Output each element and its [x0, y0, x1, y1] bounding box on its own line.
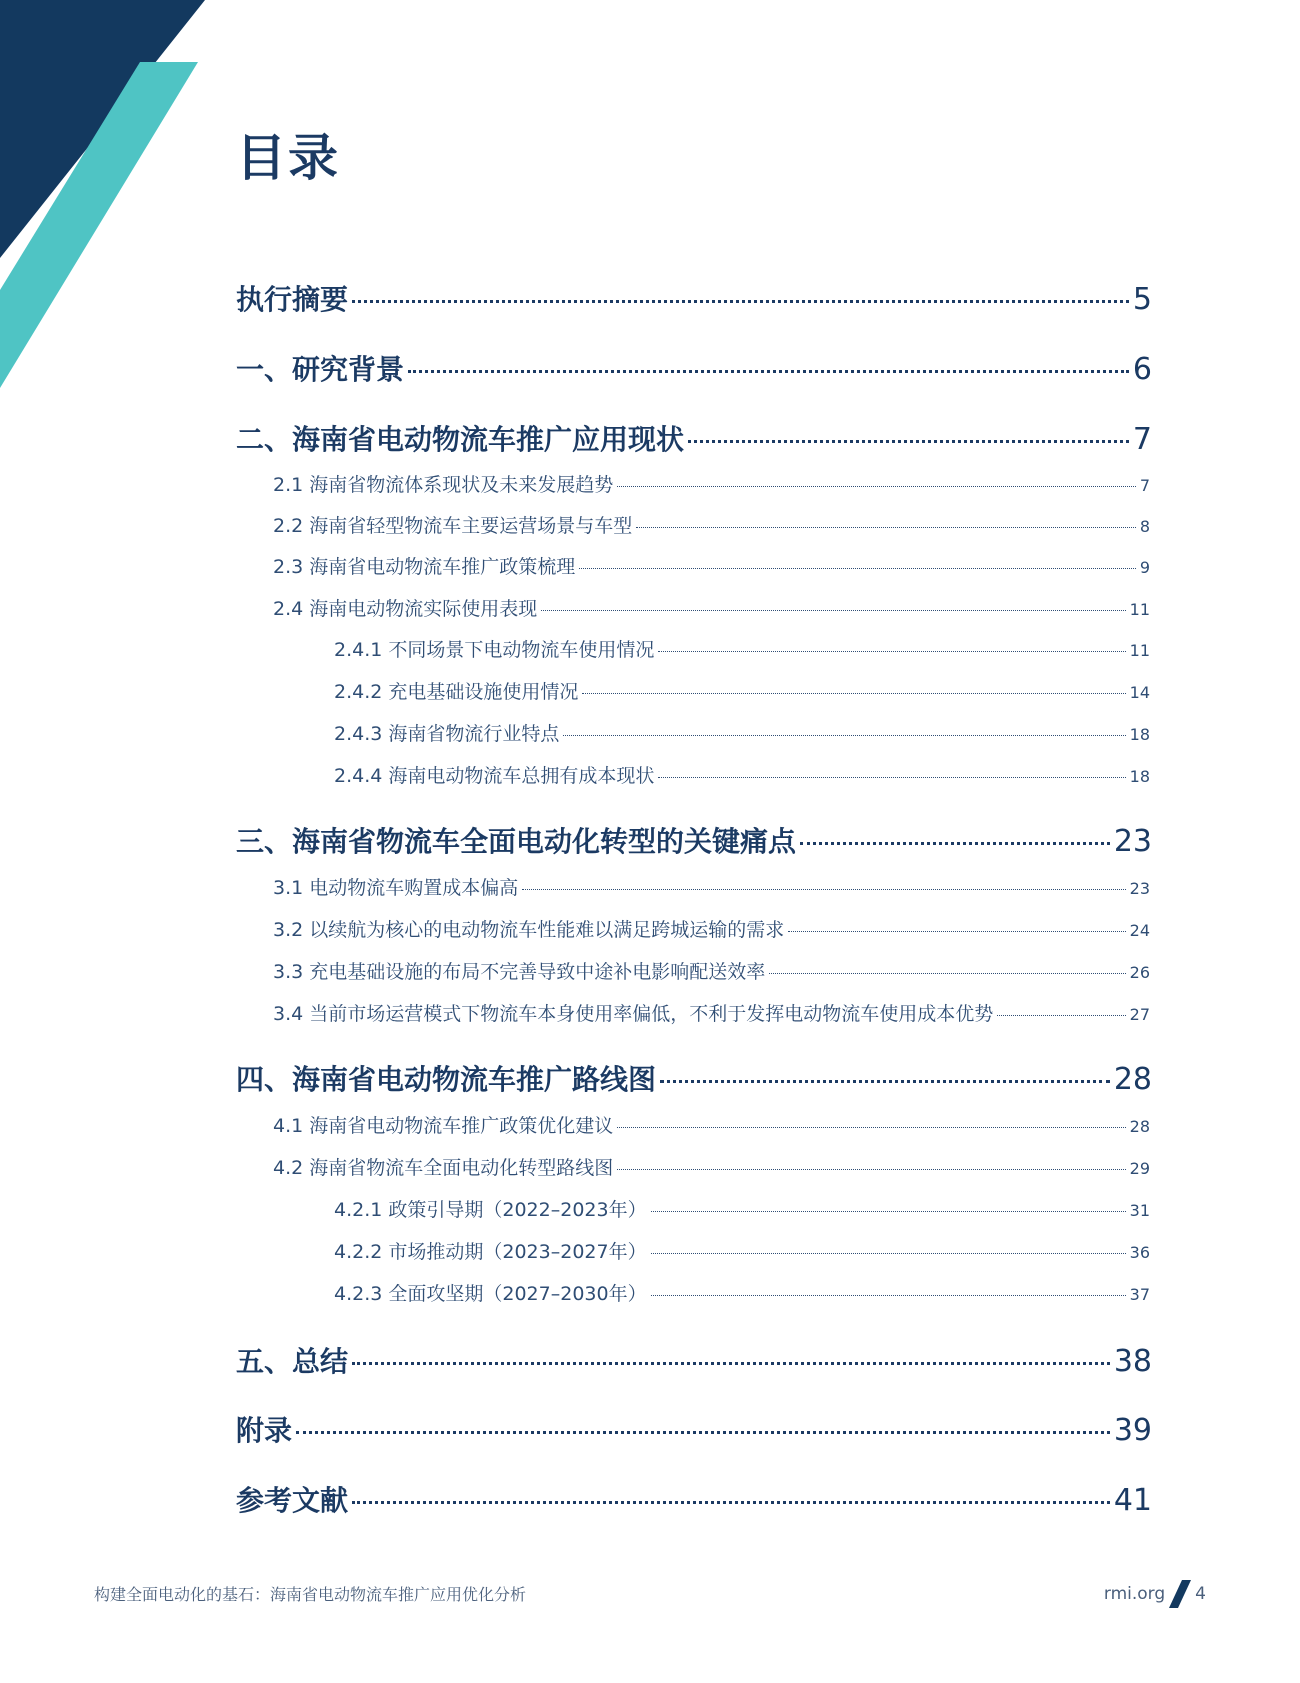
toc-entry[interactable] — [236, 1409, 1152, 1449]
toc-leader — [408, 370, 1129, 373]
toc-page-number: 29 — [1129, 1159, 1150, 1178]
toc-label: 2.4.1 不同场景下电动物流车使用情况 — [334, 639, 655, 661]
toc-entry[interactable] — [334, 761, 1150, 788]
toc-label: 二、海南省电动物流车推广应用现状 — [236, 423, 685, 456]
toc-label: 2.3 海南省电动物流车推广政策梳理 — [273, 556, 576, 578]
toc-entry[interactable] — [273, 1111, 1150, 1138]
toc-entry[interactable] — [273, 511, 1150, 538]
page-title: 目录 — [236, 129, 340, 187]
toc-label: 4.2 海南省物流车全面电动化转型路线图 — [273, 1157, 614, 1179]
toc-leader — [541, 610, 1125, 611]
toc-entry[interactable] — [236, 1340, 1152, 1380]
toc-leader — [800, 842, 1110, 845]
toc-label: 附录 — [236, 1414, 293, 1447]
toc-entry[interactable] — [334, 635, 1150, 662]
footer-report-title: 构建全面电动化的基石：海南省电动物流车推广应用优化分析 — [94, 1585, 527, 1604]
toc-entry[interactable] — [273, 552, 1150, 579]
toc-leader — [522, 889, 1125, 890]
slash-icon — [1169, 1580, 1191, 1608]
toc-page-number: 5 — [1132, 282, 1152, 317]
toc-page-number: 37 — [1129, 1285, 1150, 1304]
toc-entry[interactable] — [236, 418, 1152, 458]
toc-label: 3.3 充电基础设施的布局不完善导致中途补电影响配送效率 — [273, 961, 766, 983]
toc-entry[interactable] — [236, 1479, 1152, 1519]
toc-label: 三、海南省物流车全面电动化转型的关键痛点 — [236, 825, 797, 858]
toc-entry[interactable] — [236, 348, 1152, 388]
toc-page-number: 41 — [1113, 1483, 1152, 1518]
toc-label: 执行摘要 — [236, 283, 349, 316]
toc-leader — [617, 1169, 1125, 1170]
toc-page-number: 38 — [1113, 1344, 1152, 1379]
toc-leader — [617, 1127, 1125, 1128]
toc-page-number: 18 — [1129, 725, 1150, 744]
toc-entry[interactable] — [334, 1195, 1150, 1222]
toc-leader — [651, 1253, 1126, 1254]
toc-leader — [997, 1015, 1125, 1016]
toc-leader — [352, 1501, 1110, 1504]
toc-page-number: 9 — [1139, 558, 1150, 577]
toc-label: 一、研究背景 — [236, 353, 405, 386]
footer-page-info — [1104, 1580, 1206, 1608]
toc-entry[interactable] — [273, 957, 1150, 984]
toc-leader — [769, 973, 1125, 974]
toc-page-number: 36 — [1129, 1243, 1150, 1262]
toc-leader — [788, 931, 1125, 932]
toc-entry[interactable] — [334, 719, 1150, 746]
toc-page-number: 7 — [1139, 476, 1150, 495]
toc-page-number: 11 — [1129, 600, 1150, 619]
footer-page-number: 4 — [1195, 1584, 1206, 1604]
toc-page-number: 26 — [1129, 963, 1150, 982]
footer-site-link[interactable]: rmi.org — [1103, 1584, 1166, 1604]
toc-label: 4.1 海南省电动物流车推广政策优化建议 — [273, 1115, 614, 1137]
toc-label: 2.1 海南省物流体系现状及未来发展趋势 — [273, 474, 614, 496]
toc-label: 3.1 电动物流车购置成本偏高 — [273, 877, 519, 899]
toc-label: 五、总结 — [236, 1345, 349, 1378]
toc-entry[interactable] — [236, 820, 1152, 860]
toc-entry[interactable] — [334, 1279, 1150, 1306]
toc-page-number: 7 — [1132, 422, 1152, 457]
toc-entry[interactable] — [273, 594, 1150, 621]
toc-page-number: 23 — [1129, 879, 1150, 898]
toc-leader — [296, 1431, 1110, 1434]
toc-label: 4.2.2 市场推动期（2023–2027年） — [334, 1241, 647, 1263]
toc-page-number: 23 — [1113, 824, 1152, 859]
toc-page-number: 28 — [1129, 1117, 1150, 1136]
toc-page-number: 11 — [1129, 641, 1150, 660]
toc-leader — [658, 777, 1125, 778]
toc-entry[interactable] — [236, 1058, 1152, 1098]
toc-leader — [563, 735, 1125, 736]
toc-leader — [651, 1295, 1126, 1296]
toc-label: 2.4.3 海南省物流行业特点 — [334, 723, 560, 745]
toc-page-number: 24 — [1129, 921, 1150, 940]
toc-page-number: 28 — [1113, 1062, 1152, 1097]
toc-page-number: 27 — [1129, 1005, 1150, 1024]
toc-label: 2.4 海南电动物流实际使用表现 — [273, 598, 538, 620]
toc-leader — [582, 693, 1125, 694]
toc-entry[interactable] — [273, 915, 1150, 942]
toc-label: 四、海南省电动物流车推广路线图 — [236, 1063, 657, 1096]
toc-leader — [658, 651, 1125, 652]
toc-label: 4.2.1 政策引导期（2022–2023年） — [334, 1199, 647, 1221]
toc-label: 4.2.3 全面攻坚期（2027–2030年） — [334, 1283, 647, 1305]
toc-leader — [352, 300, 1129, 303]
toc-entry[interactable] — [273, 873, 1150, 900]
toc-leader — [579, 568, 1136, 569]
toc-entry[interactable] — [273, 1153, 1150, 1180]
toc-page-number: 6 — [1132, 352, 1152, 387]
toc-entry[interactable] — [236, 278, 1152, 318]
toc-leader — [617, 486, 1136, 487]
toc-leader — [688, 440, 1129, 443]
toc-entry[interactable] — [273, 999, 1150, 1026]
toc-label: 参考文献 — [236, 1484, 349, 1517]
toc-page-number: 8 — [1139, 517, 1150, 536]
toc-page-number: 39 — [1113, 1413, 1152, 1448]
toc-page-number: 14 — [1129, 683, 1150, 702]
toc-label: 3.4 当前市场运营模式下物流车本身使用率偏低，不利于发挥电动物流车使用成本优势 — [273, 1003, 994, 1025]
toc-entry[interactable] — [334, 677, 1150, 704]
toc-label: 2.2 海南省轻型物流车主要运营场景与车型 — [273, 515, 633, 537]
toc-page-number: 31 — [1129, 1201, 1150, 1220]
toc-leader — [636, 527, 1136, 528]
toc-page-number: 18 — [1129, 767, 1150, 786]
toc-entry[interactable] — [273, 470, 1150, 497]
toc-entry[interactable] — [334, 1237, 1150, 1264]
toc-label: 2.4.2 充电基础设施使用情况 — [334, 681, 579, 703]
toc-leader — [660, 1080, 1110, 1083]
toc-label: 3.2 以续航为核心的电动物流车性能难以满足跨城运输的需求 — [273, 919, 785, 941]
toc-leader — [352, 1362, 1110, 1365]
toc-leader — [651, 1211, 1126, 1212]
toc-label: 2.4.4 海南电动物流车总拥有成本现状 — [334, 765, 655, 787]
